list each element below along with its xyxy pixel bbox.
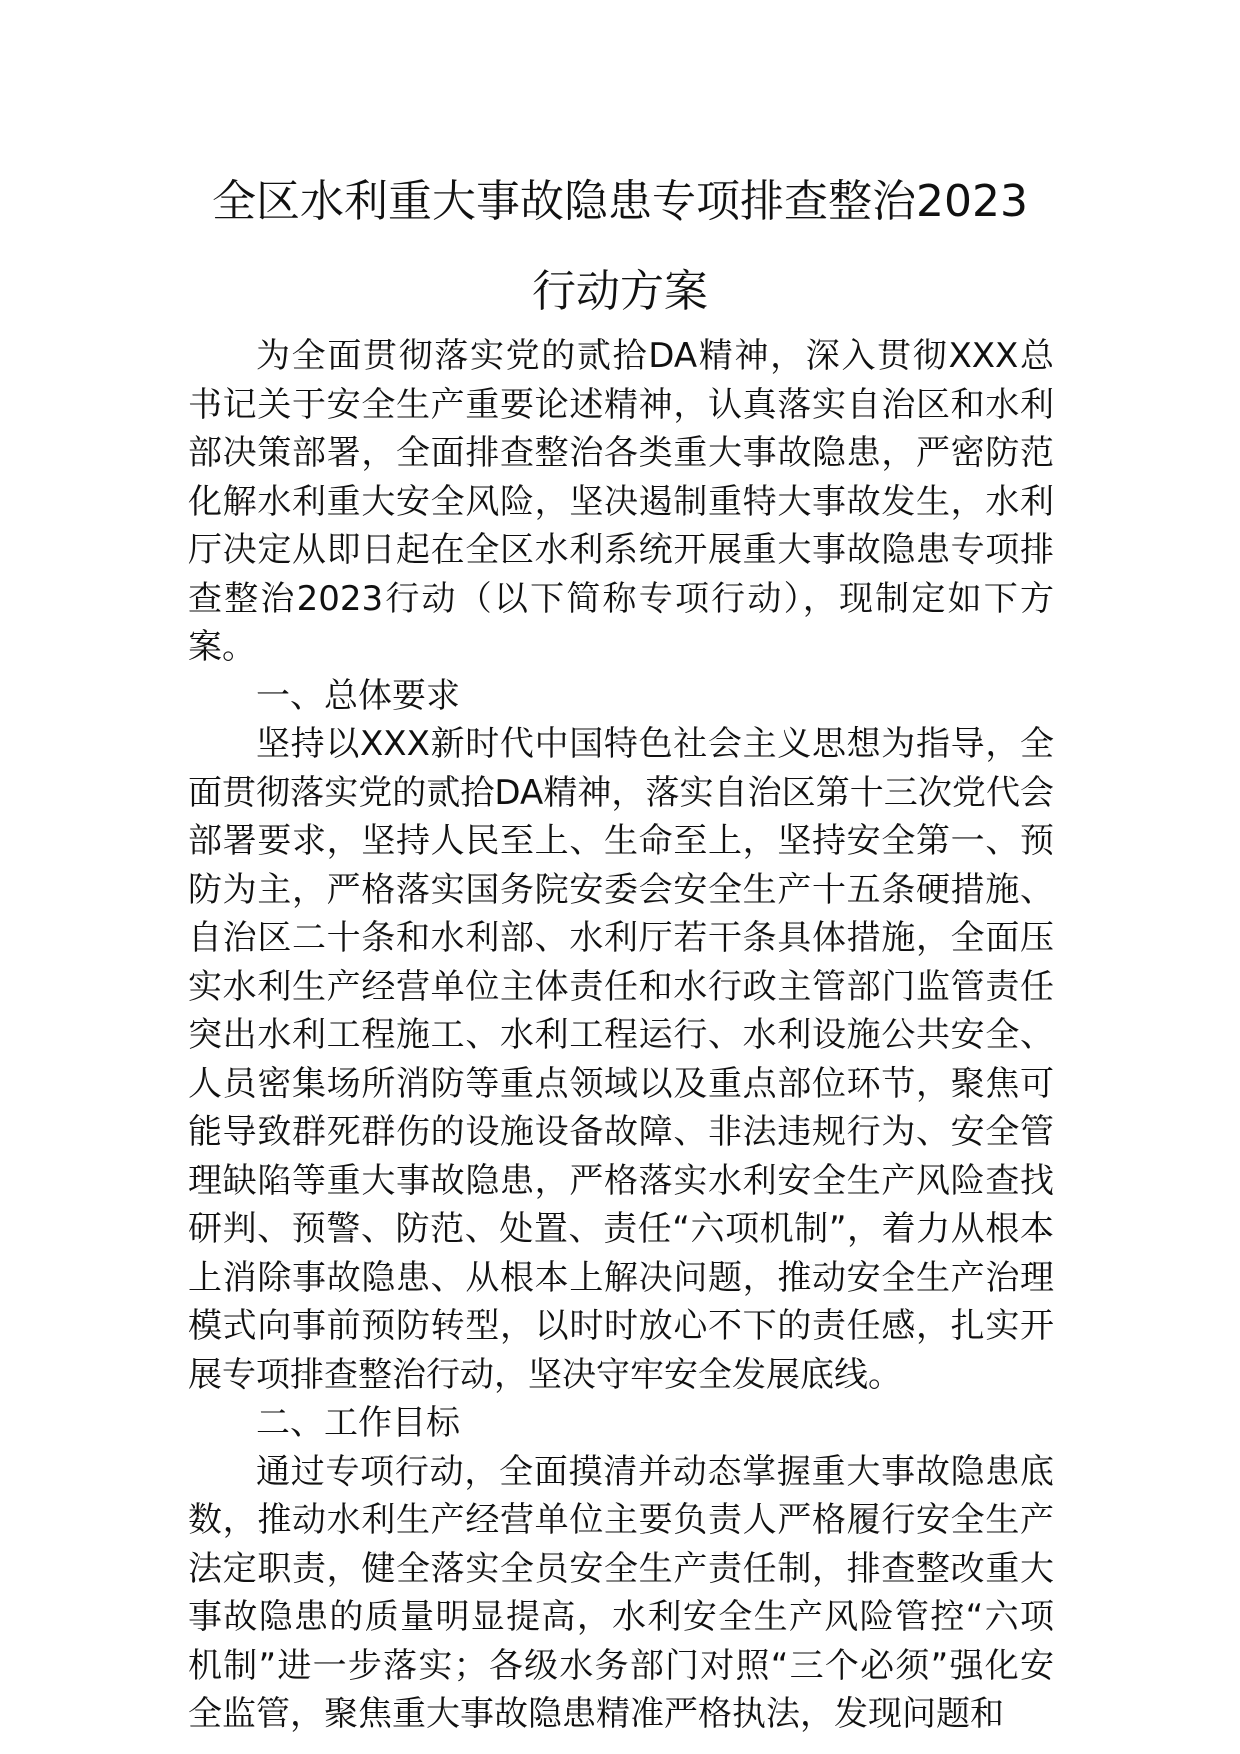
document-title-line1: 全区水利重大事故隐患专项排查整治2023 <box>212 176 1028 227</box>
work-goals-paragraph: 通过专项行动，全面摸清并动态掌握重大事故隐患底数，推动水利生产经营单位主要负责人严格履行安全生产法定职责，健全落实全员安全生产责任制，排查整改重大事故隐患的质量明显提高，水利安全生产风险管控“六项机制”进一步落实；各级水务部门对照“三个必须”强化安全监管，聚焦重大事故隐患精准严格执法，发现问题和 <box>188 1451 1054 1734</box>
intro-paragraph: 为全面贯彻落实党的贰拾DA精神，深入贯彻XXX总书记关于安全生产重要论述精神，认真落实自治区和水利部决策部署，全面排查整治各类重大事故隐患，严密防范化解水利重大安全风险，坚决遏制重特大事故发生，水利厅决定从即日起在全区水利系统开展重大事故隐患专项排查整治2023行动（以下简称专项行动），现制定如下方案。 <box>188 336 1054 667</box>
section-heading-work-goals: 二、工作目标 <box>256 1403 460 1443</box>
document-body <box>188 332 1054 1739</box>
document-title-line2: 行动方案 <box>532 266 708 317</box>
section-heading-general-requirements: 一、总体要求 <box>256 675 460 716</box>
general-requirements-paragraph: 坚持以XXX新时代中国特色社会主义思想为指导，全面贯彻落实党的贰拾DA精神，落实自治区第十三次党代会部署要求，坚持人民至上、生命至上，坚持安全第一、预防为主，严格落实国务院安委会安全生产十五条硬措施、自治区二十条和水利部、水利厅若干条具体措施，全面压实水利生产经营单位主体责任和水行政主管部门监管责任突出水利工程施工、水利工程运行、水利设施公共安全、人员密集场所消防等重点领域以及重点部位环节，聚焦可能导致群死群伤的设施设备故障、非法违规行为、安全管理缺陷等重大事故隐患，严格落实水利安全生产风险查找研判、预警、防范、处置、责任“六项机制”，着力从根本上消除事故隐患、从根本上解决问题，推动安全生产治理模式向事前预防转型，以时时放心不下的责任感，扎实开展专项排查整治行动，坚决守牢安全发展底线。 <box>188 724 1054 1395</box>
